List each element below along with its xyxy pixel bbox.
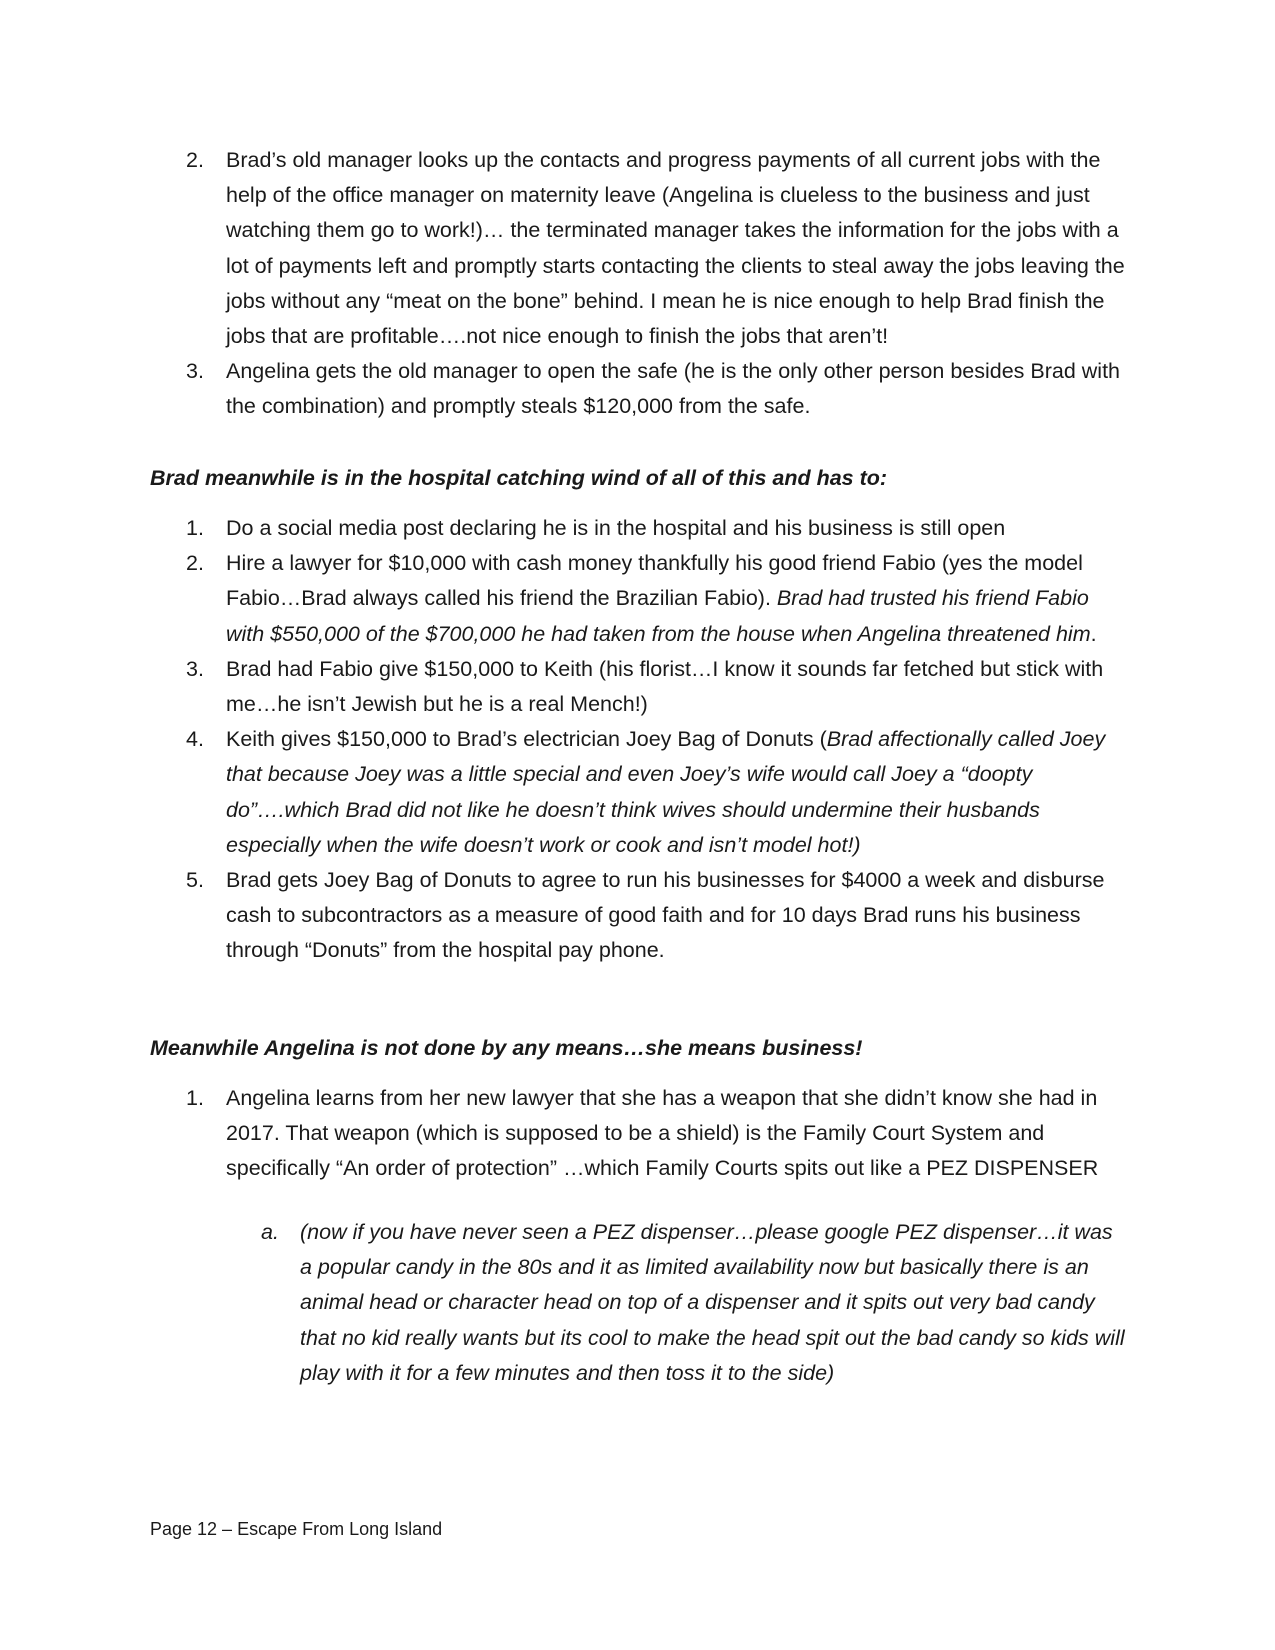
list-brad-actions [150, 511, 1130, 969]
page-footer: Page 12 – Escape From Long Island [150, 1519, 443, 1539]
list-item [150, 863, 1130, 969]
list-angelina-actions [150, 1081, 1130, 1187]
list-continued [150, 143, 1130, 425]
list-item [150, 1081, 1130, 1187]
section-heading: Brad meanwhile is in the hospital catching wind of all of this and has to: [150, 466, 888, 490]
section-heading: Meanwhile Angelina is not done by any means…she means business! [150, 1036, 863, 1060]
list-item [150, 354, 1130, 424]
sublist-item [150, 1215, 1130, 1391]
list-item [150, 722, 1130, 863]
list-text: Do a social media post declaring he is in the hospital and his business is still open [226, 516, 1006, 540]
list-text: Brad had Fabio give $150,000 to Keith (his florist…I know it sounds far fetched but stick with me…he isn’t Jewish but he is a real Mench!) [226, 656, 1104, 717]
list-text-end: . [1090, 621, 1097, 646]
list-item [150, 546, 1130, 652]
list-number: 2. [186, 148, 204, 172]
list-item [150, 652, 1130, 722]
list-text: Hire a lawyer for $10,000 with cash money thankfully his good friend Fabio (yes the model Fabio…Brad always called his friend the Brazilian Fabio). [226, 551, 1083, 611]
list-number: 3. [186, 359, 204, 384]
list-number: 3. [186, 656, 204, 681]
list-text: Keith gives $150,000 to Brad’s electrician Joey Bag of Donuts ( [226, 727, 827, 752]
list-text-italic: Brad had trusted his friend Fabio with $550,000 of the $700,000 he had taken from the house when Angelina threatened him [226, 586, 1091, 646]
list-number: 1. [186, 1086, 204, 1110]
list-number: 2. [186, 551, 204, 576]
list-item [150, 143, 1130, 354]
list-text: Brad’s old manager looks up the contacts and progress payments of all current jobs with the help of the office manager on maternity leave (Angelina is clueless to the business and just watching them go to work!)… the terminated manager takes the information for the jobs with a lot of payments left and promptly starts contacting the clients to steal away the jobs leaving the jobs without any “meat on the bone” behind. I mean he is nice enough to help Brad finish the jobs that are profitable….not nice enough to finish the jobs that aren’t! [226, 148, 1125, 349]
list-text: Angelina learns from her new lawyer that she has a weapon that she didn’t know she had in 2017. That weapon (which is supposed to be a shield) is the Family Court System and specifically “An order of protection” …which Family Courts spits out like a PEZ DISPENSER [226, 1086, 1099, 1181]
list-text: Angelina gets the old manager to open the safe (he is the only other person besides Brad with the combination) and promptly steals $120,000 from the safe. [226, 359, 1121, 419]
sublist [150, 1215, 1130, 1391]
list-text: Brad gets Joey Bag of Donuts to agree to run his businesses for $4000 a week and disburse cash to subcontractors as a measure of good faith and for 10 days Brad runs his business through “Donuts” from the hospital pay phone. [226, 868, 1105, 963]
sublist-letter: a. [261, 1220, 279, 1244]
sublist-text: (now if you have never seen a PEZ dispenser…please google PEZ dispenser…it was a popular candy in the 80s and it as limited availability now but basically there is an animal head or character head on top of a dispenser and it spits out very bad candy that no kid really wants but its cool to make the head spit out the bad candy so kids will play with it for a few minutes and then toss it to the side) [300, 1220, 1125, 1385]
list-number: 1. [186, 516, 204, 540]
list-text-italic: Brad affectionally called Joey that because Joey was a little special and even Joey’s wife would call Joey a “doopty do”….which Brad did not like he doesn’t think wives should undermine their husbands especially when the wife doesn’t work or cook and isn’t model hot!) [226, 727, 1106, 857]
list-number: 4. [186, 727, 204, 752]
list-number: 5. [186, 868, 204, 893]
list-item [150, 511, 1130, 546]
